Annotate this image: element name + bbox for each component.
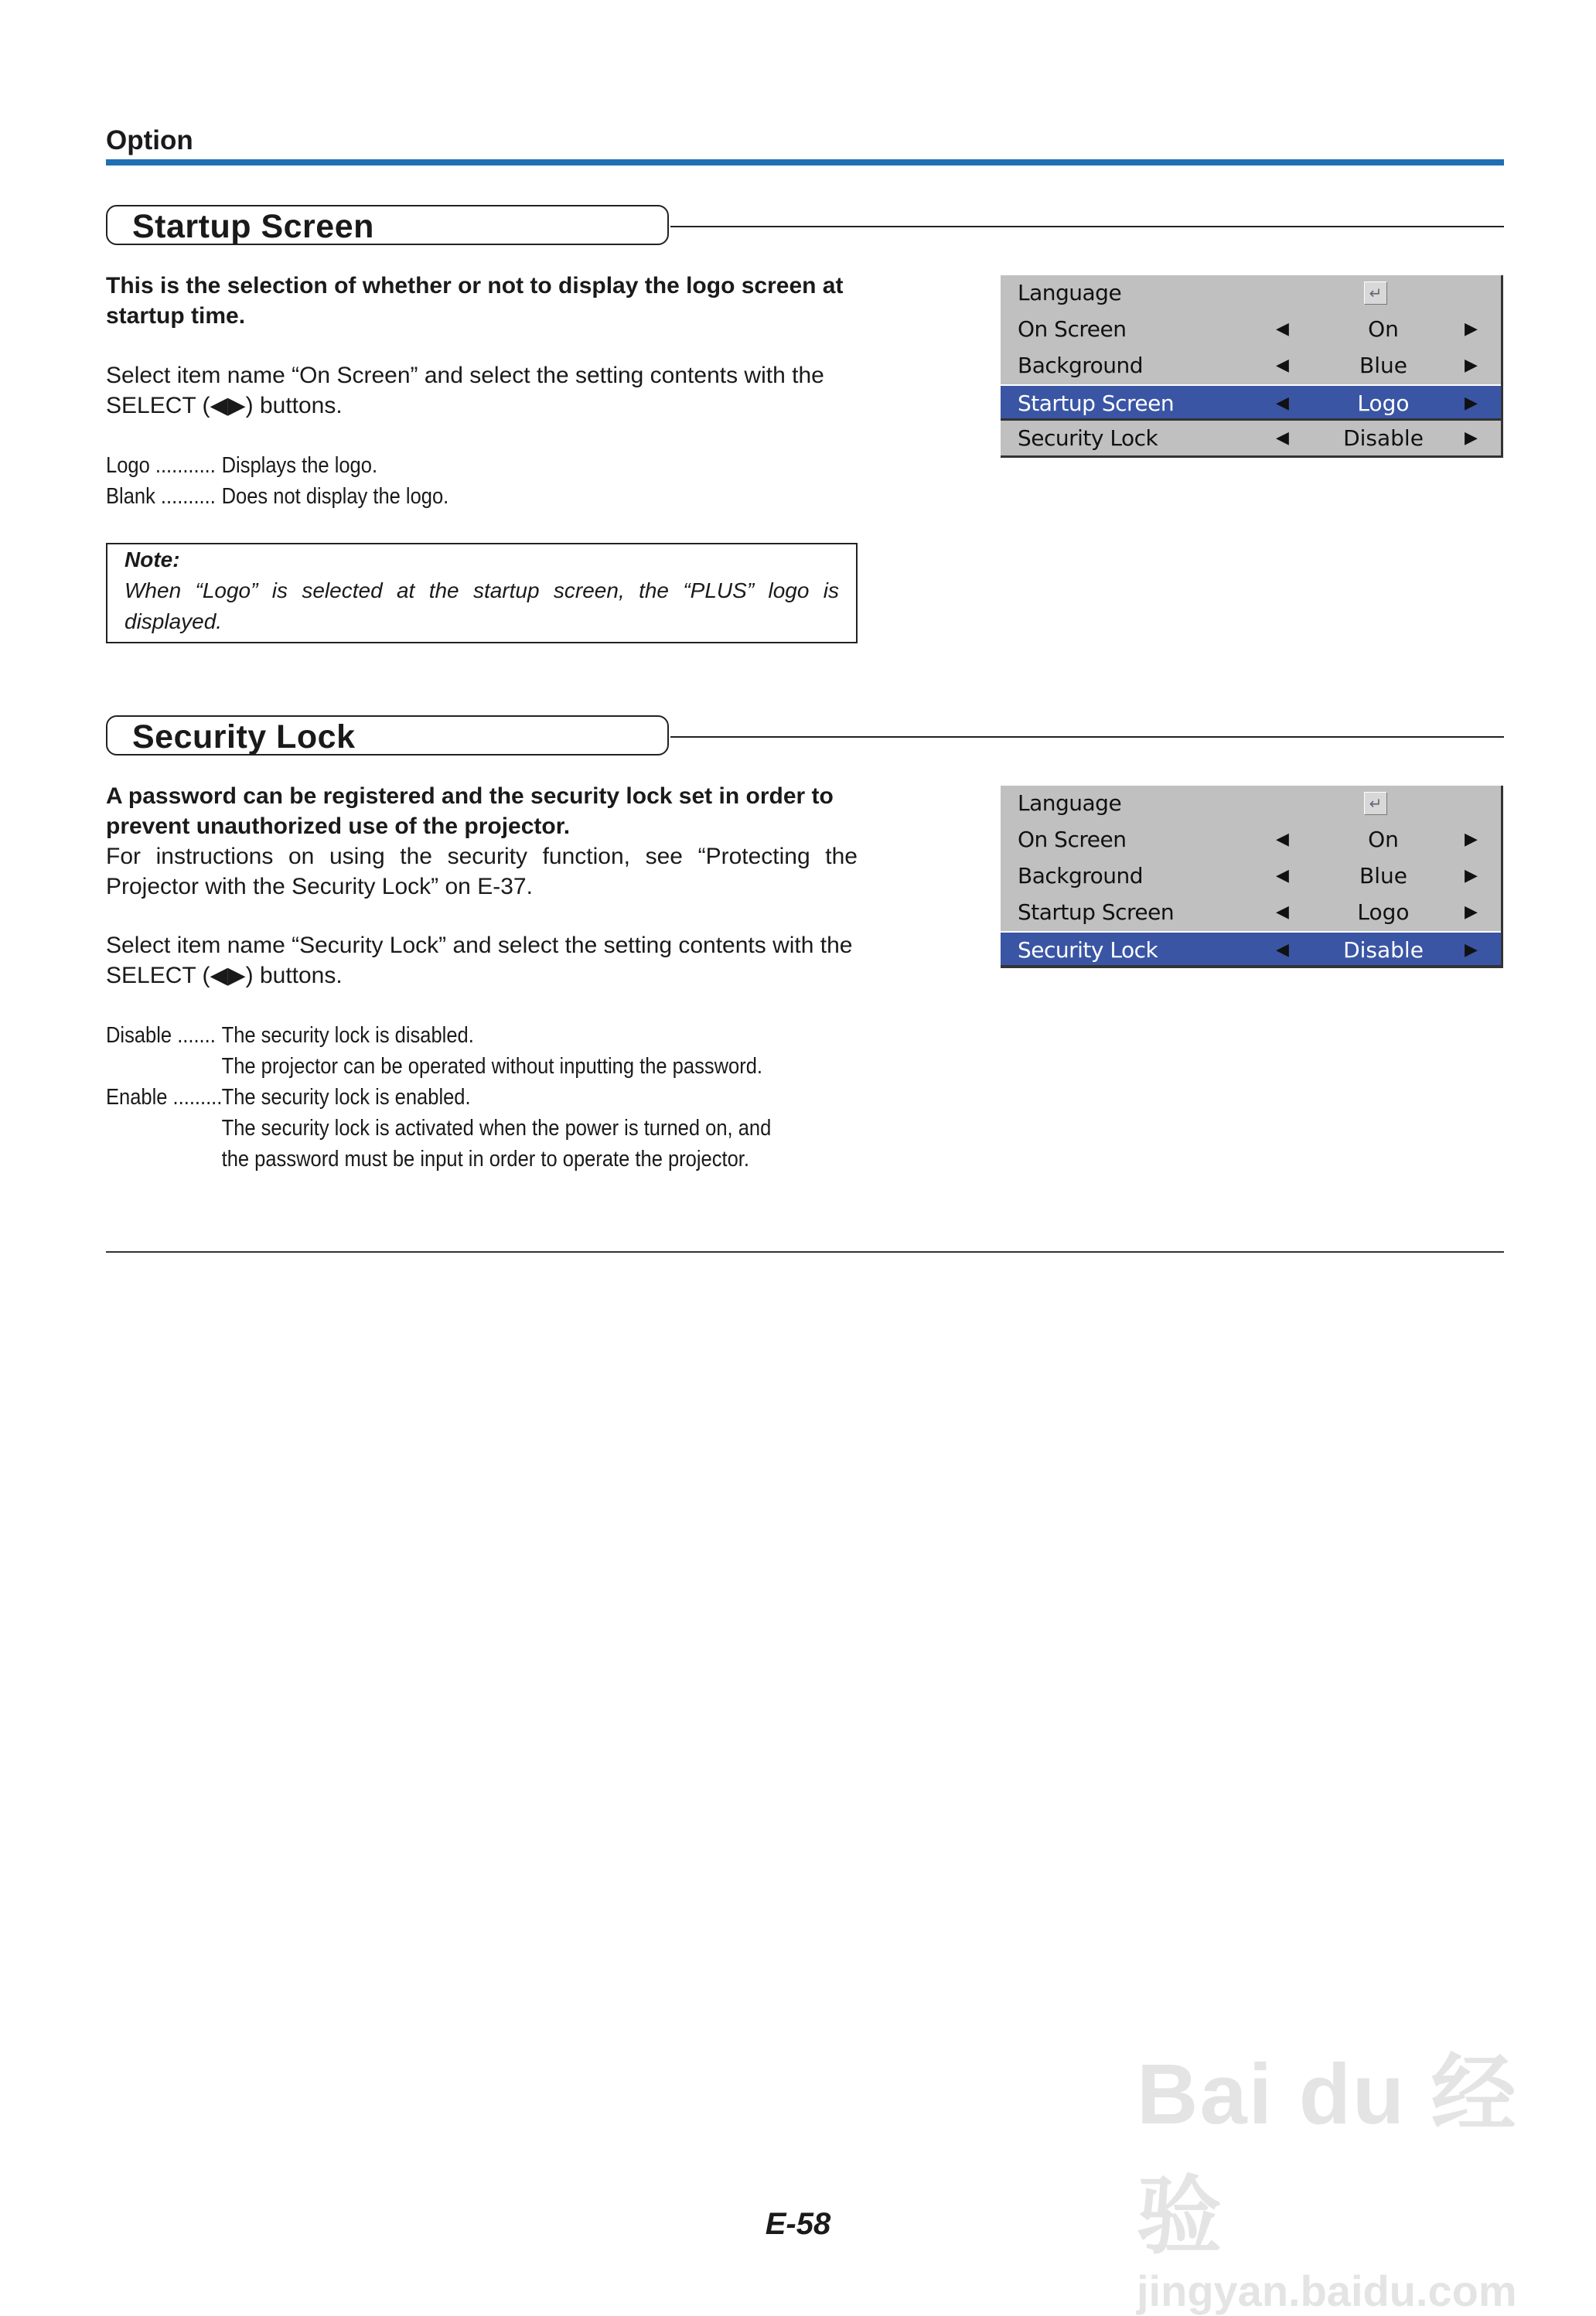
menu-label: Security Lock	[1018, 425, 1158, 451]
left-arrow-icon[interactable]: ◀	[1276, 319, 1289, 339]
security-reference: For instructions on using the security function, see “Protecting the Projector with the Security Lock” on E-37.	[106, 844, 858, 899]
startup-intro: This is the selection of whether or not to display the logo screen at startup time.	[106, 273, 844, 329]
desc: the password must be input in order to operate the projector.	[221, 1147, 749, 1172]
option-enable-detail	[106, 1144, 854, 1175]
right-arrow-icon[interactable]: ▶	[1465, 902, 1478, 922]
option-blank	[106, 481, 854, 512]
right-arrow-icon[interactable]: ▶	[1465, 940, 1478, 960]
enter-icon[interactable]: ↵	[1364, 281, 1387, 305]
menu-label: Background	[1018, 863, 1144, 889]
menu-label: Language	[1018, 280, 1122, 305]
right-arrow-icon[interactable]: ▶	[1465, 394, 1478, 413]
divider	[670, 226, 1504, 227]
watermark-brand: Bai du 经验	[1137, 2047, 1518, 2264]
menu-value: Disable	[1343, 937, 1424, 963]
term: Enable .........	[106, 1085, 223, 1110]
header-rule	[106, 159, 1504, 165]
option-enable-detail	[106, 1113, 854, 1144]
startup-heading: Startup Screen	[132, 208, 374, 245]
right-arrow-icon[interactable]: ▶	[1465, 830, 1478, 849]
right-arrow-icon[interactable]: ▶	[1465, 319, 1478, 339]
desc: The projector can be operated without inputting the password.	[221, 1054, 763, 1079]
term: Disable .......	[106, 1023, 216, 1048]
desc: Does not display the logo.	[221, 484, 449, 509]
menu-label: Security Lock	[1018, 937, 1158, 963]
left-arrow-icon[interactable]: ◀	[1276, 830, 1289, 849]
note-text: When “Logo” is selected at the startup screen, the “PLUS” logo is displayed.	[124, 578, 839, 633]
menu-label: On Screen	[1018, 827, 1127, 852]
left-arrow-icon[interactable]: ◀	[1276, 940, 1289, 960]
menu-label: Startup Screen	[1018, 391, 1175, 416]
bottom-rule	[106, 1251, 1504, 1253]
page-number: E-58	[765, 2207, 831, 2241]
startup-options	[106, 450, 854, 512]
watermark-url: jingyan.baidu.com	[1137, 2267, 1517, 2315]
desc: Displays the logo.	[221, 453, 378, 478]
right-arrow-icon[interactable]: ▶	[1465, 428, 1478, 448]
menu-label: Language	[1018, 790, 1122, 816]
menu-value: Logo	[1357, 391, 1410, 416]
option-disable	[106, 1020, 854, 1051]
left-arrow-icon[interactable]: ◀	[1276, 428, 1289, 448]
menu-row-security-lock[interactable]	[1001, 931, 1501, 967]
menu-value: On	[1368, 827, 1399, 852]
desc: The security lock is activated when the power is turned on, and	[221, 1116, 772, 1141]
security-heading: Security Lock	[132, 718, 356, 756]
menu-value: Blue	[1359, 863, 1407, 889]
desc: The security lock is disabled.	[221, 1023, 474, 1048]
option-logo	[106, 450, 854, 481]
menu-row-language[interactable]	[1001, 275, 1501, 312]
menu-value: Disable	[1343, 425, 1424, 451]
menu-row-startup-screen[interactable]	[1001, 895, 1501, 931]
security-options	[106, 1020, 854, 1175]
section-title: Option	[106, 125, 193, 155]
note-title: Note:	[124, 547, 180, 571]
enter-icon[interactable]: ↵	[1364, 792, 1387, 815]
security-instruction: Select item name “Security Lock” and select the setting contents with the SELECT (◀▶) buttons.	[106, 933, 853, 988]
menu-row-on-screen[interactable]	[1001, 312, 1501, 348]
left-arrow-icon[interactable]: ◀	[1276, 394, 1289, 413]
right-arrow-icon[interactable]: ▶	[1465, 866, 1478, 885]
watermark	[1137, 2026, 1596, 2316]
startup-heading-box	[106, 205, 669, 245]
option-disable-detail	[106, 1051, 854, 1082]
left-arrow-icon[interactable]: ◀	[1276, 902, 1289, 922]
desc: The security lock is enabled.	[221, 1085, 471, 1110]
note-box	[106, 543, 858, 643]
menu-row-language[interactable]	[1001, 786, 1501, 822]
menu-row-background[interactable]	[1001, 348, 1501, 384]
menu-row-startup-screen[interactable]	[1001, 384, 1501, 421]
osd-menu-security	[1001, 786, 1503, 968]
startup-instruction: Select item name “On Screen” and select the setting contents with the SELECT (◀▶) buttons.	[106, 363, 824, 418]
option-enable	[106, 1082, 854, 1113]
left-arrow-icon[interactable]: ◀	[1276, 866, 1289, 885]
menu-row-security-lock[interactable]	[1001, 421, 1501, 457]
menu-value: Blue	[1359, 353, 1407, 378]
menu-label: Startup Screen	[1018, 899, 1175, 925]
term: Logo ...........	[106, 453, 216, 478]
osd-menu-startup	[1001, 275, 1503, 458]
term: Blank ..........	[106, 484, 216, 509]
menu-value: Logo	[1357, 899, 1410, 925]
menu-value: On	[1368, 316, 1399, 342]
right-arrow-icon[interactable]: ▶	[1465, 356, 1478, 375]
menu-label: Background	[1018, 353, 1144, 378]
menu-label: On Screen	[1018, 316, 1127, 342]
menu-row-background[interactable]	[1001, 858, 1501, 895]
security-heading-box	[106, 715, 669, 756]
divider	[670, 736, 1504, 738]
security-intro: A password can be registered and the security lock set in order to prevent unauthorized use of the projector.	[106, 783, 834, 839]
left-arrow-icon[interactable]: ◀	[1276, 356, 1289, 375]
menu-row-on-screen[interactable]	[1001, 822, 1501, 858]
